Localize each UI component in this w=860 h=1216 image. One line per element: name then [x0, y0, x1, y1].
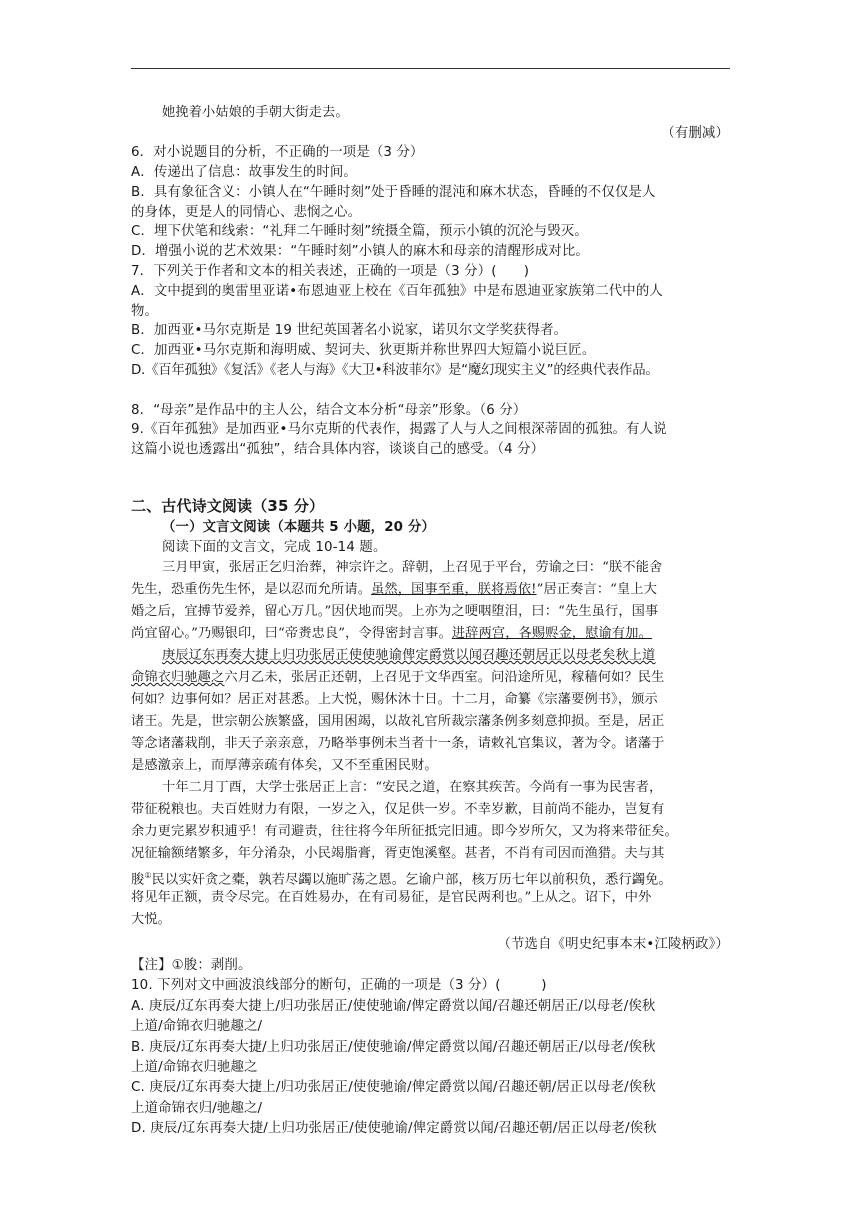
- passage-line: 大悦。: [131, 912, 172, 927]
- q7-stem: 7．下列关于作者和文本的相关表述，正确的一项是（3 分）( ): [131, 264, 530, 279]
- q10-option-a-cont: 上道/命锦衣归驰趣之/: [131, 1019, 263, 1034]
- underlined-sentence: 进辞两宫，各赐赆金，慰谕有加。: [451, 626, 652, 641]
- passage-line: 等念诸藩栽削，非天子亲亲意，乃略举事例未当者十一条，请敕礼官集议，著为令。诸藩于: [131, 736, 665, 751]
- passage-line: 命锦衣归驰趣之六月乙未，张居正还朝，上召见于文华西室。问沿途所见，稼穑何如？民生: [131, 670, 665, 685]
- q9-stem-cont: 这篇小说也透露出“孤独”，结合具体内容，谈谈自己的感受。（4 分）: [131, 442, 545, 457]
- wavy-underlined-text: 庚辰辽东再奏大捷上归功张居正使使驰谕俾定爵赏以闻召趣还朝居正以母老矣秋上道: [162, 648, 656, 663]
- q8-stem: 8．“母亲”是作品中的主人公，结合文本分析“母亲”形象。（6 分）: [131, 403, 527, 418]
- passage-line: 将见年正额，责令尽完。在百姓易办，在有司易征，是官民两利也。”上从之。诏下，中外: [131, 890, 652, 905]
- story-last-line: 她挽着小姑娘的手朝大街走去。: [162, 105, 349, 120]
- passage-line: 余力更完累岁积逋乎！有司避责，往往将今年所征抵完旧逋。即今岁所欠，又为将来带征矣。: [131, 824, 678, 839]
- passage-line: 三月甲寅，张居正乞归治葬，神宗许之。辞朝，上召见于平台，劳谕之曰：“朕不能舍: [162, 560, 663, 575]
- q10-option-c-cont: 上道命锦衣归/驰趣之/: [131, 1101, 263, 1116]
- q7-option-c: C．加西亚•马尔克斯和海明威、契诃夫、狄更斯并称世界四大短篇小说巨匠。: [131, 343, 596, 358]
- passage-line: 尚宜留心。”乃赐银印，曰“帝赉忠良”，令得密封言事。进辞两宫，各赐赆金，慰谕有加。: [131, 626, 652, 641]
- passage-line: 是感激亲上，而厚薄亲疏有体矣，又不至重困民财。: [131, 758, 438, 773]
- section-title: 二、古代诗文阅读（35 分）: [131, 497, 325, 515]
- q10-option-d: D. 庚辰/辽东再奏大捷/上归功张居正/使使驰谕/俾定爵赏以闻/召趣还朝/居正以母老/俟秋: [131, 1121, 657, 1136]
- q6-option-a: A．传递出了信息：故事发生的时间。: [131, 165, 357, 180]
- q6-option-d: D．增强小说的艺术效果：“午睡时刻”小镇人的麻木和母亲的清醒形成对比。: [131, 244, 589, 259]
- footnote-marker: ①: [144, 871, 152, 880]
- wavy-underlined-text: 命锦衣归驰趣之: [131, 670, 225, 685]
- q7-option-d: D.《百年孤独》《复活》《老人与海》《大卫•科波菲尔》是“魔幻现实主义”的经典代表作品。: [131, 363, 659, 378]
- q10-option-b: B. 庚辰/辽东再奏大捷/上归功张居正/使使驰谕/俾定爵赏以闻/召趣还朝居正/以母老/俟秋: [131, 1040, 656, 1055]
- passage-line: 十年二月丁酉，大学士张居正上言：“安民之道，在察其疾苦。今尚有一事为民害者，: [162, 780, 663, 795]
- q7-option-b: B．加西亚•马尔克斯是 19 世纪英国著名小说家，诺贝尔文学奖获得者。: [131, 323, 568, 338]
- q10-option-b-cont: 上道/命锦衣归驰趣之: [131, 1060, 258, 1075]
- passage-line: 婚之后，宜搏节爱养，留心万几。”因伏地而哭。上亦为之哽咽堕泪，曰：“先生虽行，国事: [131, 604, 659, 619]
- q6-option-b: B．具有象征含义：小镇人在“午睡时刻”处于昏睡的混沌和麻木状态，昏睡的不仅仅是人: [131, 185, 656, 200]
- passage-line: 况征输额绪繁多，年分淆杂，小民竭脂膏，胥吏饱溪壑。甚者，不肖有司因而渔猎。夫与其: [131, 846, 665, 861]
- story-source: （有删减）: [661, 126, 729, 141]
- passage-line: 朘①民以实奸贪之橐，孰若尽蠲以施旷荡之恩。乞谕户部，核万历七年以前积负，悉行蠲免。: [131, 871, 672, 888]
- q6-option-b-cont: 的身体，更是人的同情心、悲悯之心。: [131, 205, 362, 220]
- underlined-sentence: 虽然，国事至重，朕将焉依!: [371, 582, 537, 597]
- passage-line: 诸王。先是，世宗朝公族繁盛，国用困竭，以故礼官所裁宗藩条例多刻意抑损。至是，居正: [131, 714, 665, 729]
- q10-option-c: C. 庚辰/辽东再奏大捷上/归功张居正/使使驰谕/俾定爵赏以闻/召趣还朝/居正以母老/俟秋: [131, 1080, 656, 1095]
- passage-source: （节选自《明史纪事本末•江陵柄政》）: [497, 937, 729, 952]
- header-rule: [131, 68, 730, 69]
- q10-option-a: A. 庚辰/辽东再奏大捷上/归功张居正/使使驰谕/俾定爵赏以闻/召趣还朝居正/以母老/俟秋: [131, 999, 656, 1014]
- passage-line: 何如？边事何如？居正对甚悉。上大悦，赐休沐十日。十二月，命纂《宗藩要例书》，颁示: [131, 692, 658, 707]
- passage-line: 先生，恐重伤先生怀，是以忍而允所请。虽然，国事至重，朕将焉依!”居正奏言：“皇上大: [131, 582, 658, 597]
- q10-stem: 10. 下列对文中画波浪线部分的断句，正确的一项是（3 分）( ): [131, 978, 547, 993]
- q7-option-a-cont: 物。: [131, 304, 159, 319]
- reading-instruction: 阅读下面的文言文，完成 10-14 题。: [162, 540, 387, 555]
- q6-stem: 6．对小说题目的分析，不正确的一项是（3 分）: [131, 145, 424, 160]
- passage-line: 带征税粮也。夫百姓财力有限，一岁之入，仅足供一岁。不幸岁歉，目前尚不能办，岂复有: [131, 802, 665, 817]
- q7-option-a: A．文中提到的奥雷里亚诺•布恩迪亚上校在《百年孤独》中是布恩迪亚家族第二代中的人: [131, 284, 663, 299]
- footnote: 【注】①朘：剥削。: [131, 958, 252, 973]
- q6-option-c: C．埋下伏笔和线索：“礼拜二午睡时刻”统摄全篇，预示小镇的沉沦与毁灭。: [131, 224, 588, 239]
- q9-stem: 9.《百年孤独》是加西亚•马尔克斯的代表作，揭露了人与人之间根深蒂固的孤独。有人说: [131, 422, 667, 437]
- subsection-title: （一）文言文阅读（本题共 5 小题，20 分）: [162, 520, 436, 535]
- wavy-passage-line: [162, 646, 655, 666]
